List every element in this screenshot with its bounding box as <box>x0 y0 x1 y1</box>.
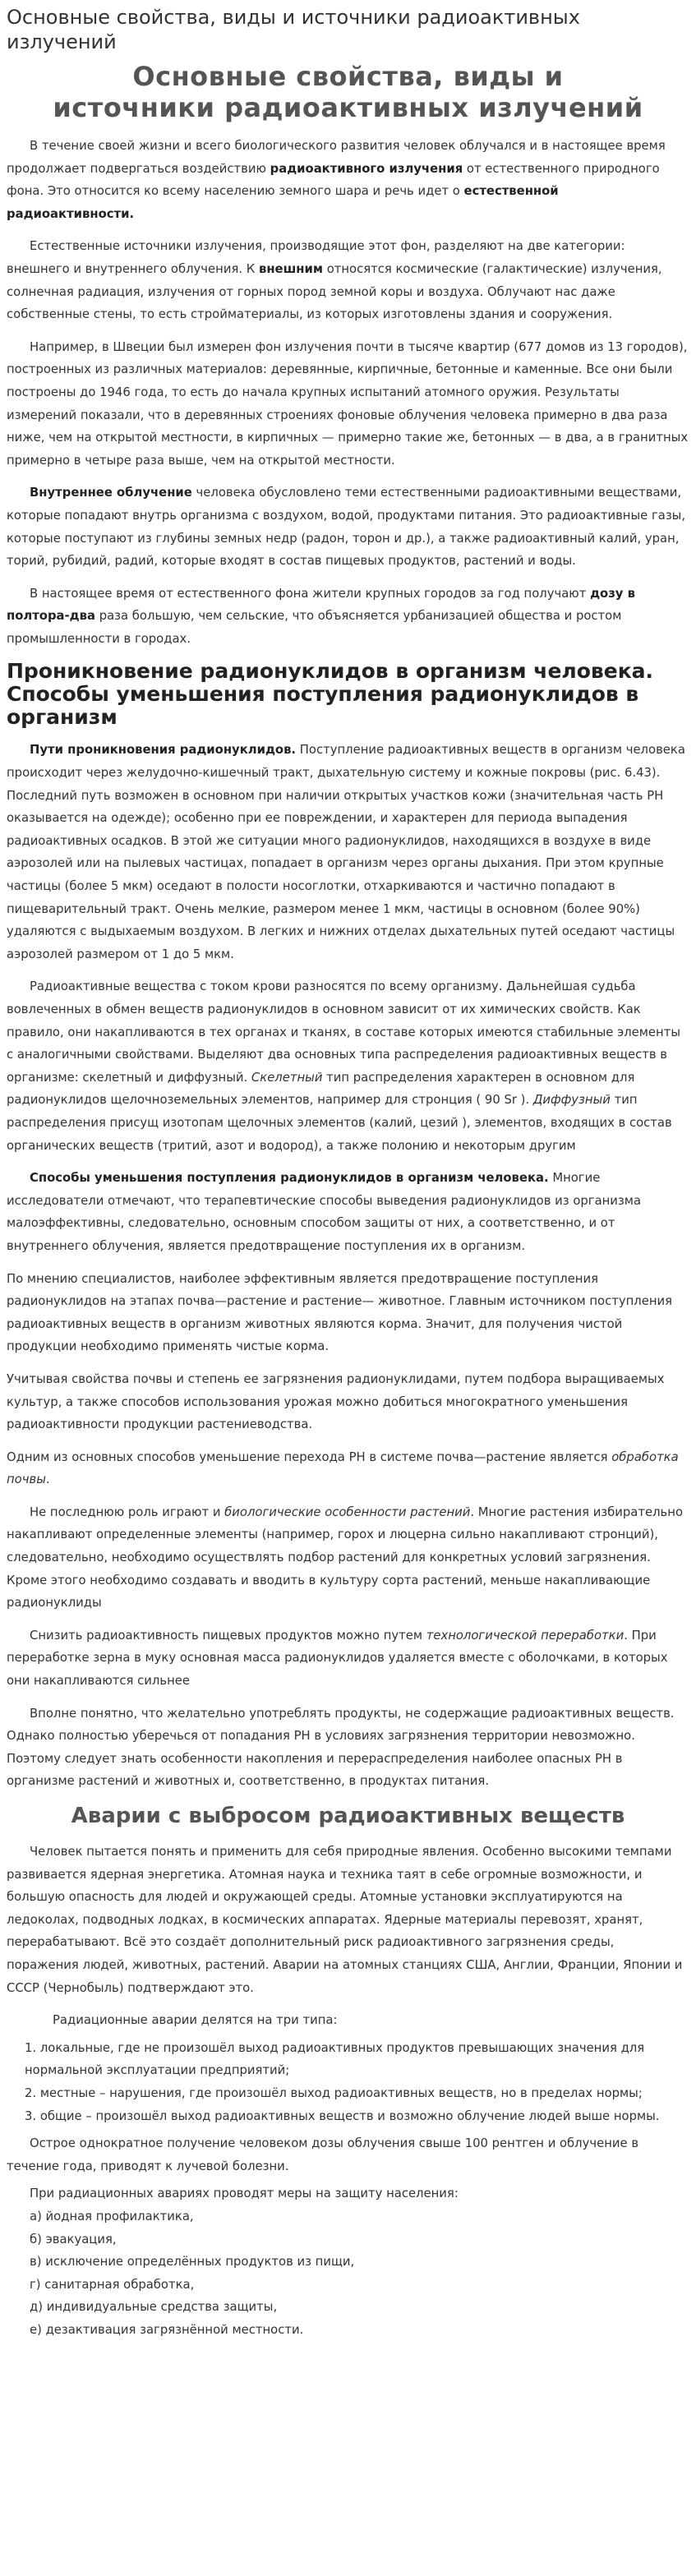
paragraph-penetration-paths <box>7 739 689 965</box>
paragraph-reduction-methods <box>7 1167 689 1257</box>
italic-text: Скелетный <box>251 1070 323 1085</box>
list-item-measure-decontamination: е) дезактивация загрязнённой местности. <box>30 2322 304 2337</box>
section-heading-accidents: Аварии с выбросом радиоактивных веществ <box>71 1804 625 1828</box>
main-heading <box>7 61 689 123</box>
paragraph-soil-treatment <box>7 1446 689 1491</box>
text: Снизить радиоактивность пищевых продуктов можно путем <box>30 1628 426 1643</box>
paragraph-soil-properties: Учитывая свойства почвы и степень ее загрязнения радионуклидами, путем подбора выращиваемых культур, а также способов использования урожая можно добиться многократного уменьшения радиоактивности продукции растениеводства. <box>7 1371 665 1432</box>
text: относятся космические (галактические) излучения, солнечная радиация, излучения от горных пород земной коры и воздуха. Облучают нас даже собственные стены, то есть стройматериалы, из которых изготовлены здания и сооружения. <box>7 261 662 322</box>
paragraph-sweden-example: Например, в Швеции был измерен фон излучения почти в тысяче квартир (677 домов из 13 городов), построенных из различных материалов: деревянные, кирпичные, бетонные и каменные. Все они были построены до 1946 года, то есть до начала крупных испытаний атомного оружия. Результаты измерений показали, что в деревянных строениях фоновые облучения человека примерно в два раза ниже, чем на открытой местности, в кирпичных — примерно такие же, бетонных — в два, а в гранитных примерно в четыре раза выше, чем на открытой местности. <box>7 339 689 468</box>
paragraph-specialists-opinion: По мнению специалистов, наиболее эффективным является предотвращение поступления радионуклидов на этапах почва—растение и растение— животное. Главным источником поступления радиоактивных веществ в организм животных являются корма. Значит, для получения чистой продукции необходимо применять чистые корма. <box>7 1271 673 1354</box>
text: раза большую, чем сельские, что объясняется урбанизацией общества и ростом промышленности в городах. <box>7 609 622 646</box>
list-item-measure-sanitation: г) санитарная обработка, <box>30 2277 195 2292</box>
italic-text: обработка почвы <box>7 1449 679 1487</box>
list-item-accident-type-1: 1. локальные, где не произошёл выход радиоактивных продуктов превышающих значения для нормальной эксплуатации предприятий; <box>25 2040 645 2078</box>
bold-text: дозу в полтора-два <box>7 586 635 624</box>
bold-text: Внутреннее облучение <box>30 486 192 500</box>
paragraph-plant-features <box>7 1501 689 1615</box>
list-item-measure-ppe: д) индивидуальные средства защиты, <box>30 2300 278 2315</box>
section-heading-radionuclides: Проникновение радионуклидов в организм человека. Способы уменьшения поступления радионуклидов в организм <box>7 659 654 730</box>
italic-text: биологические особенности растений <box>224 1505 471 1519</box>
text: . <box>45 1472 50 1487</box>
italic-text: технологической переработки <box>426 1628 625 1643</box>
italic-text: Диффузный <box>532 1093 611 1108</box>
bold-text: радиоактивного излучения <box>270 161 463 176</box>
text: Радиоактивные вещества с током крови разносятся по всему организму. Дальнейшая судьба вовлеченных в обмен веществ радионуклидов в основном зависит от их химических свойств. Как правило, они накапливаются в тех органах и тканях, в составе которых имеются стабильные элементы с аналогичными свойствами. Выделяют два основных типа распределения радиоактивных веществ в организме: скелетный и диффузный. <box>7 979 681 1085</box>
list-item-measure-evacuation: б) эвакуация, <box>30 2232 117 2247</box>
paragraph-nuclear-energy: Человек пытается понять и применить для себя природные явления. Особенно высокими темпами развивается ядерная энергетика. Атомная наука и техника таят в себе огромные возможности, и большую опасность для людей и окружающей среды. Атомные установки эксплуатируются на ледоколах, подводных лодках, в космических аппаратах. Ядерные материалы перевозят, хранят, перерабатывают. Всё это создаёт дополнительный риск радиоактивного загрязнения среды, поражения людей, животных, растений. Аварии на атомных станциях США, Англии, Франции, Японии и СССР (Чернобыль) подтверждают это. <box>7 1845 683 1995</box>
paragraph-internal-exposure <box>7 482 689 572</box>
paragraph-clean-products: Вполне понятно, что желательно употреблять продукты, не содержащие радиоактивных веществ. Однако полностью уберечься от попадания РН в условиях загрязнения территории невозможно. Поэтому следует знать особенности накопления и перераспределения наиболее опасных РН в организме растений и животных и, соответственно, в продуктах питания. <box>7 1706 675 1789</box>
main-heading-line-2: источники радиоактивных излучений <box>53 92 643 123</box>
text: Не последнюю роль играют и <box>30 1505 225 1519</box>
main-heading-line-1: Основные свойства, виды и <box>132 61 564 92</box>
text: от естественного природного фона. Это относится ко всему населению земного шара и речь идет о <box>7 161 660 199</box>
list-item-measure-iodine: а) йодная профилактика, <box>30 2209 194 2223</box>
text: человека обусловлено теми естественными радиоактивными веществами, которые попадают внутрь организма с воздухом, водой, продуктами питания. Это радиоактивные газы, которые поступают из глубины земных недр (радон, торон и др.), а также радиоактивный калий, уран, торий, рубидий, радий, которые входят в состав пищевых продуктов, растений и воды. <box>7 486 686 569</box>
text: В течение своей жизни и всего биологического развития человек облучался и в настоящее время продолжает подвергаться воздействию <box>7 139 666 176</box>
list-item-accident-type-2: 2. местные – нарушения, где произошёл выход радиоактивных веществ, но в пределах нормы; <box>25 2085 643 2100</box>
text: тип распределения присущ изотопам щелочных элементов (калий, цезий ), элементов, входящих в состав органических веществ (тритий, азот и водород), а также полонию и некоторым другим <box>7 1093 672 1153</box>
text: Поступление радиоактивных веществ в организм человека происходит через желудочно-кишечный тракт, дыхательную систему и кожные покровы (рис. 6.43). Последний путь возможен в основном при наличии открытых участков кожи (значительная часть РН оказывается на одежде); особенно при ее повреждении, и характерен для периода выпадения радиоактивных осадков. В этой же ситуации много радионуклидов, находящихся в воздухе в виде аэрозолей или на пылевых частицах, попадает в организм через органы дыхания. При этом крупные частицы (более 5 мкм) оседают в полости носоглотки, отхаркиваются и частично попадают в пищеварительный тракт. Очень мелкие, размером менее 1 мкм, частицы в основном (более 90%) удаляются с выдыхаемым воздухом. В легких и нижних отделах дыхательных путей оседают частицы аэрозолей размером от 1 до 5 мкм. <box>7 743 685 961</box>
paragraph-natural-radioactivity <box>7 135 689 225</box>
paragraph-protection-measures: При радиационных авариях проводят меры на защиту населения: <box>30 2187 459 2201</box>
text: В настоящее время от естественного фона жители крупных городов за год получают <box>30 586 591 601</box>
text: Естественные источники излучения, производящие этот фон, разделяют на две категории: внешнего и внутреннего облучения. К <box>7 239 625 276</box>
text: Одним из основных способов уменьшение перехода РН в системе почва—растение является <box>7 1449 612 1464</box>
paragraph-technological-processing <box>7 1624 689 1693</box>
text: . Многие растения избирательно накапливают определенные элементы (например, горох и люцерна сильно накапливают стронций), следовательно, необходимо осуществлять подбор растений для конкретных условий загрязнения. Кроме этого необходимо создавать и вводить в культуру сорта растений, меньше накапливающие радионуклиды <box>7 1505 684 1611</box>
list-item-measure-food-exclusion: в) исключение определённых продуктов из пищи, <box>30 2255 355 2270</box>
list-item-accident-type-3: 3. общие – произошёл выход радиоактивных веществ и возможно облучение людей выше нормы. <box>25 2108 660 2123</box>
text: Многие исследователи отмечают, что терапевтические способы выведения радионуклидов из организма малоэффективны, следовательно, основным способом защиты от них, а соответственно, и от внутреннего облучения, является предотвращение поступления их в организм. <box>7 1171 642 1253</box>
paragraph-urban-dose <box>7 583 689 651</box>
bold-text: естественной радиоактивности. <box>7 184 559 221</box>
paragraph-accident-types: Радиационные аварии делятся на три типа: <box>53 2013 338 2028</box>
text: . При переработке зерна в муку основная масса радионуклидов удаляется вместе с оболочками, в которых они накапливаются сильнее <box>7 1628 668 1689</box>
paragraph-distribution <box>7 975 689 1157</box>
bold-text: внешним <box>258 261 323 276</box>
text: тип распределения характерен в основном для радионуклидов щелочноземельных элементов, например для стронция ( 90 Sr ). <box>7 1070 635 1108</box>
bold-text: Пути проникновения радионуклидов. <box>30 743 297 758</box>
page-title: Основные свойства, виды и источники радиоактивных излучений <box>7 6 580 53</box>
bold-text: Способы уменьшения поступления радионуклидов в организм человека. <box>30 1171 549 1186</box>
paragraph-natural-sources <box>7 235 689 325</box>
paragraph-radiation-sickness: Острое однократное получение человеком дозы облучения свыше 100 рентген и облучение в течение года, приводят к лучевой болезни. <box>7 2136 639 2173</box>
